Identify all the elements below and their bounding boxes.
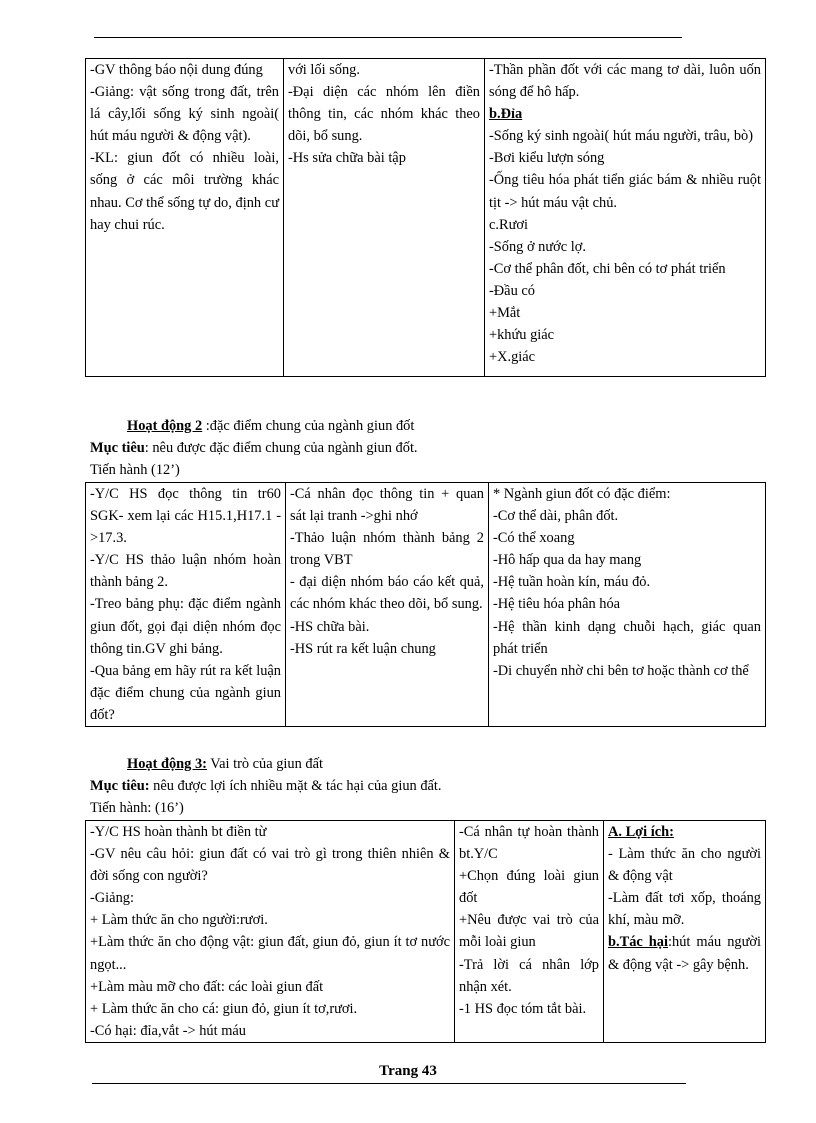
text-line: -Hô hấp qua da hay mang: [493, 552, 642, 569]
text-line: -Di chuyển nhờ chi bên tơ hoặc thành cơ thể: [493, 662, 749, 679]
text-line: -Có hại: đỉa,vắt -> hút máu: [90, 1022, 246, 1039]
text-line: +Nêu được vai trò của mỗi loài giun: [459, 912, 599, 951]
activity3-table: [85, 820, 766, 1043]
content-cell: [604, 821, 766, 1043]
text-line: -Hệ thần kinh dạng chuỗi hạch, giác quan phát triển: [493, 618, 761, 657]
text-line: -GV thông báo nội dung đúng: [90, 62, 263, 78]
section2-heading: [127, 416, 414, 436]
text-line: -Thảo luận nhóm thành bảng 2 trong VBT: [290, 530, 484, 569]
subheading: b.Đỉa: [489, 106, 523, 123]
harm-line: [608, 931, 761, 975]
goal-label: Mục tiêu: [90, 440, 145, 456]
text-line: -Sống ký sinh ngoài( hút máu người, trâu, bò): [489, 128, 754, 145]
activity-label: Hoạt động 2: [127, 418, 203, 434]
text-line: +Làm màu mỡ cho đất: các loài giun đất: [90, 978, 324, 995]
text-line: -KL: giun đốt có nhiều loài, sống ở các môi trường khác nhau. Cơ thể sống tự do, định cư hay chui rúc.: [90, 150, 279, 233]
table-row: [86, 483, 766, 727]
text-line: -Trả lời cá nhân lớp nhận xét.: [459, 956, 599, 995]
text-line: :hút máu người & động vật -> gây bệnh.: [608, 934, 761, 973]
text-line: - đại diện nhóm báo cáo kết quả, các nhóm khác theo dõi, bổ sung.: [290, 574, 484, 613]
teacher-activity-cell: [86, 821, 455, 1043]
teacher-activity-cell: [86, 483, 286, 727]
text-line: -Y/C HS đọc thông tin tr60 SGK- xem lại các H15.1,H17.1 ->17.3.: [90, 486, 281, 547]
content-cell: [485, 59, 766, 377]
text-line: -Làm đất tơi xốp, thoáng khí, màu mỡ.: [608, 890, 761, 929]
activity2-table: [85, 482, 766, 727]
table-row: [86, 59, 766, 377]
text-line: -Đại diện các nhóm lên điền thông tin, các nhóm khác theo dõi, bổ sung.: [288, 84, 480, 145]
text-line: -1 HS đọc tóm tắt bài.: [459, 1000, 587, 1017]
goal-label: Mục tiêu:: [90, 778, 150, 794]
goal-text: : nêu được đặc điểm chung của ngành giun đốt.: [144, 440, 418, 456]
text-line: -Hệ tiêu hóa phân hóa: [493, 596, 621, 613]
section3-procedure: [90, 798, 184, 818]
student-activity-cell: [286, 483, 489, 727]
content-cell: [489, 483, 766, 727]
teacher-activity-cell: [86, 59, 284, 377]
text-line: -Cơ thể dài, phân đốt.: [493, 508, 619, 525]
text-line: - Làm thức ăn cho người & động vật: [608, 846, 761, 885]
text-line: -Bơi kiểu lượn sóng: [489, 150, 605, 167]
text-line: -HS rút ra kết luận chung: [290, 640, 436, 657]
student-activity-cell: [455, 821, 604, 1043]
activity-title: Vai trò của giun đất: [206, 756, 323, 772]
text-line: -Sống ở nước lợ.: [489, 238, 586, 255]
text-line: -Y/C HS thảo luận nhóm hoàn thành bảng 2.: [90, 552, 281, 591]
goal-text: nêu được lợi ích nhiều mặt & tác hại của giun đất.: [149, 778, 442, 794]
text-line: -Qua bảng em hãy rút ra kết luận đặc điểm chung của ngành giun đốt?: [90, 662, 281, 723]
text-line: +Mắt: [489, 305, 521, 322]
footer-rule: [92, 1083, 686, 1084]
text-line: + Làm thức ăn cho cá: giun đỏ, giun ít tơ,rươi.: [90, 1000, 358, 1017]
activity1-table: [85, 58, 766, 377]
section3-goal: [90, 776, 442, 796]
text-line: -Treo bảng phụ: đặc điểm ngành giun đốt, gọi đại diện nhóm đọc thông tin.GV ghi bảng.: [90, 596, 281, 657]
text-line: +X.giác: [489, 349, 536, 366]
text-line: -Cơ thể phân đốt, chi bên có tơ phát triển: [489, 260, 726, 277]
text-line: -HS chữa bài.: [290, 618, 370, 635]
text-line: -Y/C HS hoàn thành bt điền từ: [90, 824, 267, 840]
table-row: [86, 821, 766, 1043]
text-line: -Cá nhân đọc thông tin + quan sát lại tranh ->ghi nhớ: [290, 486, 484, 525]
procedure-text: Tiến hành (12’): [90, 462, 180, 478]
text-line: * Ngành giun đốt có đặc điểm:: [493, 486, 671, 502]
text-line: -Thần phần đốt với các mang tơ dài, luôn uốn sóng để hô hấp.: [489, 62, 761, 101]
procedure-text: Tiến hành: (16’): [90, 800, 184, 816]
text-line: -Đầu có: [489, 282, 535, 299]
text-line: -Giảng: vật sống trong đất, trên lá cây,lối sống ký sinh ngoài( hút máu người & động vật).: [90, 84, 279, 145]
text-line: +Làm thức ăn cho động vật: giun đất, giun đỏ, giun ít tơ nước ngọt...: [90, 934, 450, 973]
activity-label: Hoạt động 3:: [127, 756, 207, 772]
header-rule: [94, 37, 682, 38]
text-line: -Cá nhân tự hoàn thành bt.Y/C: [459, 824, 599, 863]
text-line: +Chọn đúng loài giun đốt: [459, 868, 599, 907]
section2-goal: [90, 438, 418, 458]
text-line: -Có thể xoang: [493, 530, 575, 547]
text-line: -GV nêu câu hỏi: giun đất có vai trò gì trong thiên nhiên & đời sống con người?: [90, 846, 450, 885]
text-line: +khứu giác: [489, 327, 555, 344]
text-line: -Ống tiêu hóa phát tiển giác bám & nhiều ruột tịt -> hút máu vật chủ.: [489, 172, 761, 211]
section2-procedure: [90, 460, 180, 480]
subheading: b.Tác hại: [608, 934, 668, 951]
text-line: + Làm thức ăn cho người:rươi.: [90, 912, 268, 929]
subheading: c.Rươi: [489, 216, 528, 233]
subheading: A. Lợi ích:: [608, 824, 674, 840]
text-line: -Hs sửa chữa bài tập: [288, 150, 406, 167]
page-number: Trang 43: [379, 1063, 437, 1079]
text-line: với lối sống.: [288, 62, 360, 78]
text-line: -Hệ tuần hoàn kín, máu đỏ.: [493, 574, 651, 591]
student-activity-cell: [284, 59, 485, 377]
activity-title: :đặc điểm chung của ngành giun đốt: [202, 418, 415, 434]
section3-heading: [127, 754, 323, 774]
text-line: -Giảng:: [90, 890, 134, 907]
